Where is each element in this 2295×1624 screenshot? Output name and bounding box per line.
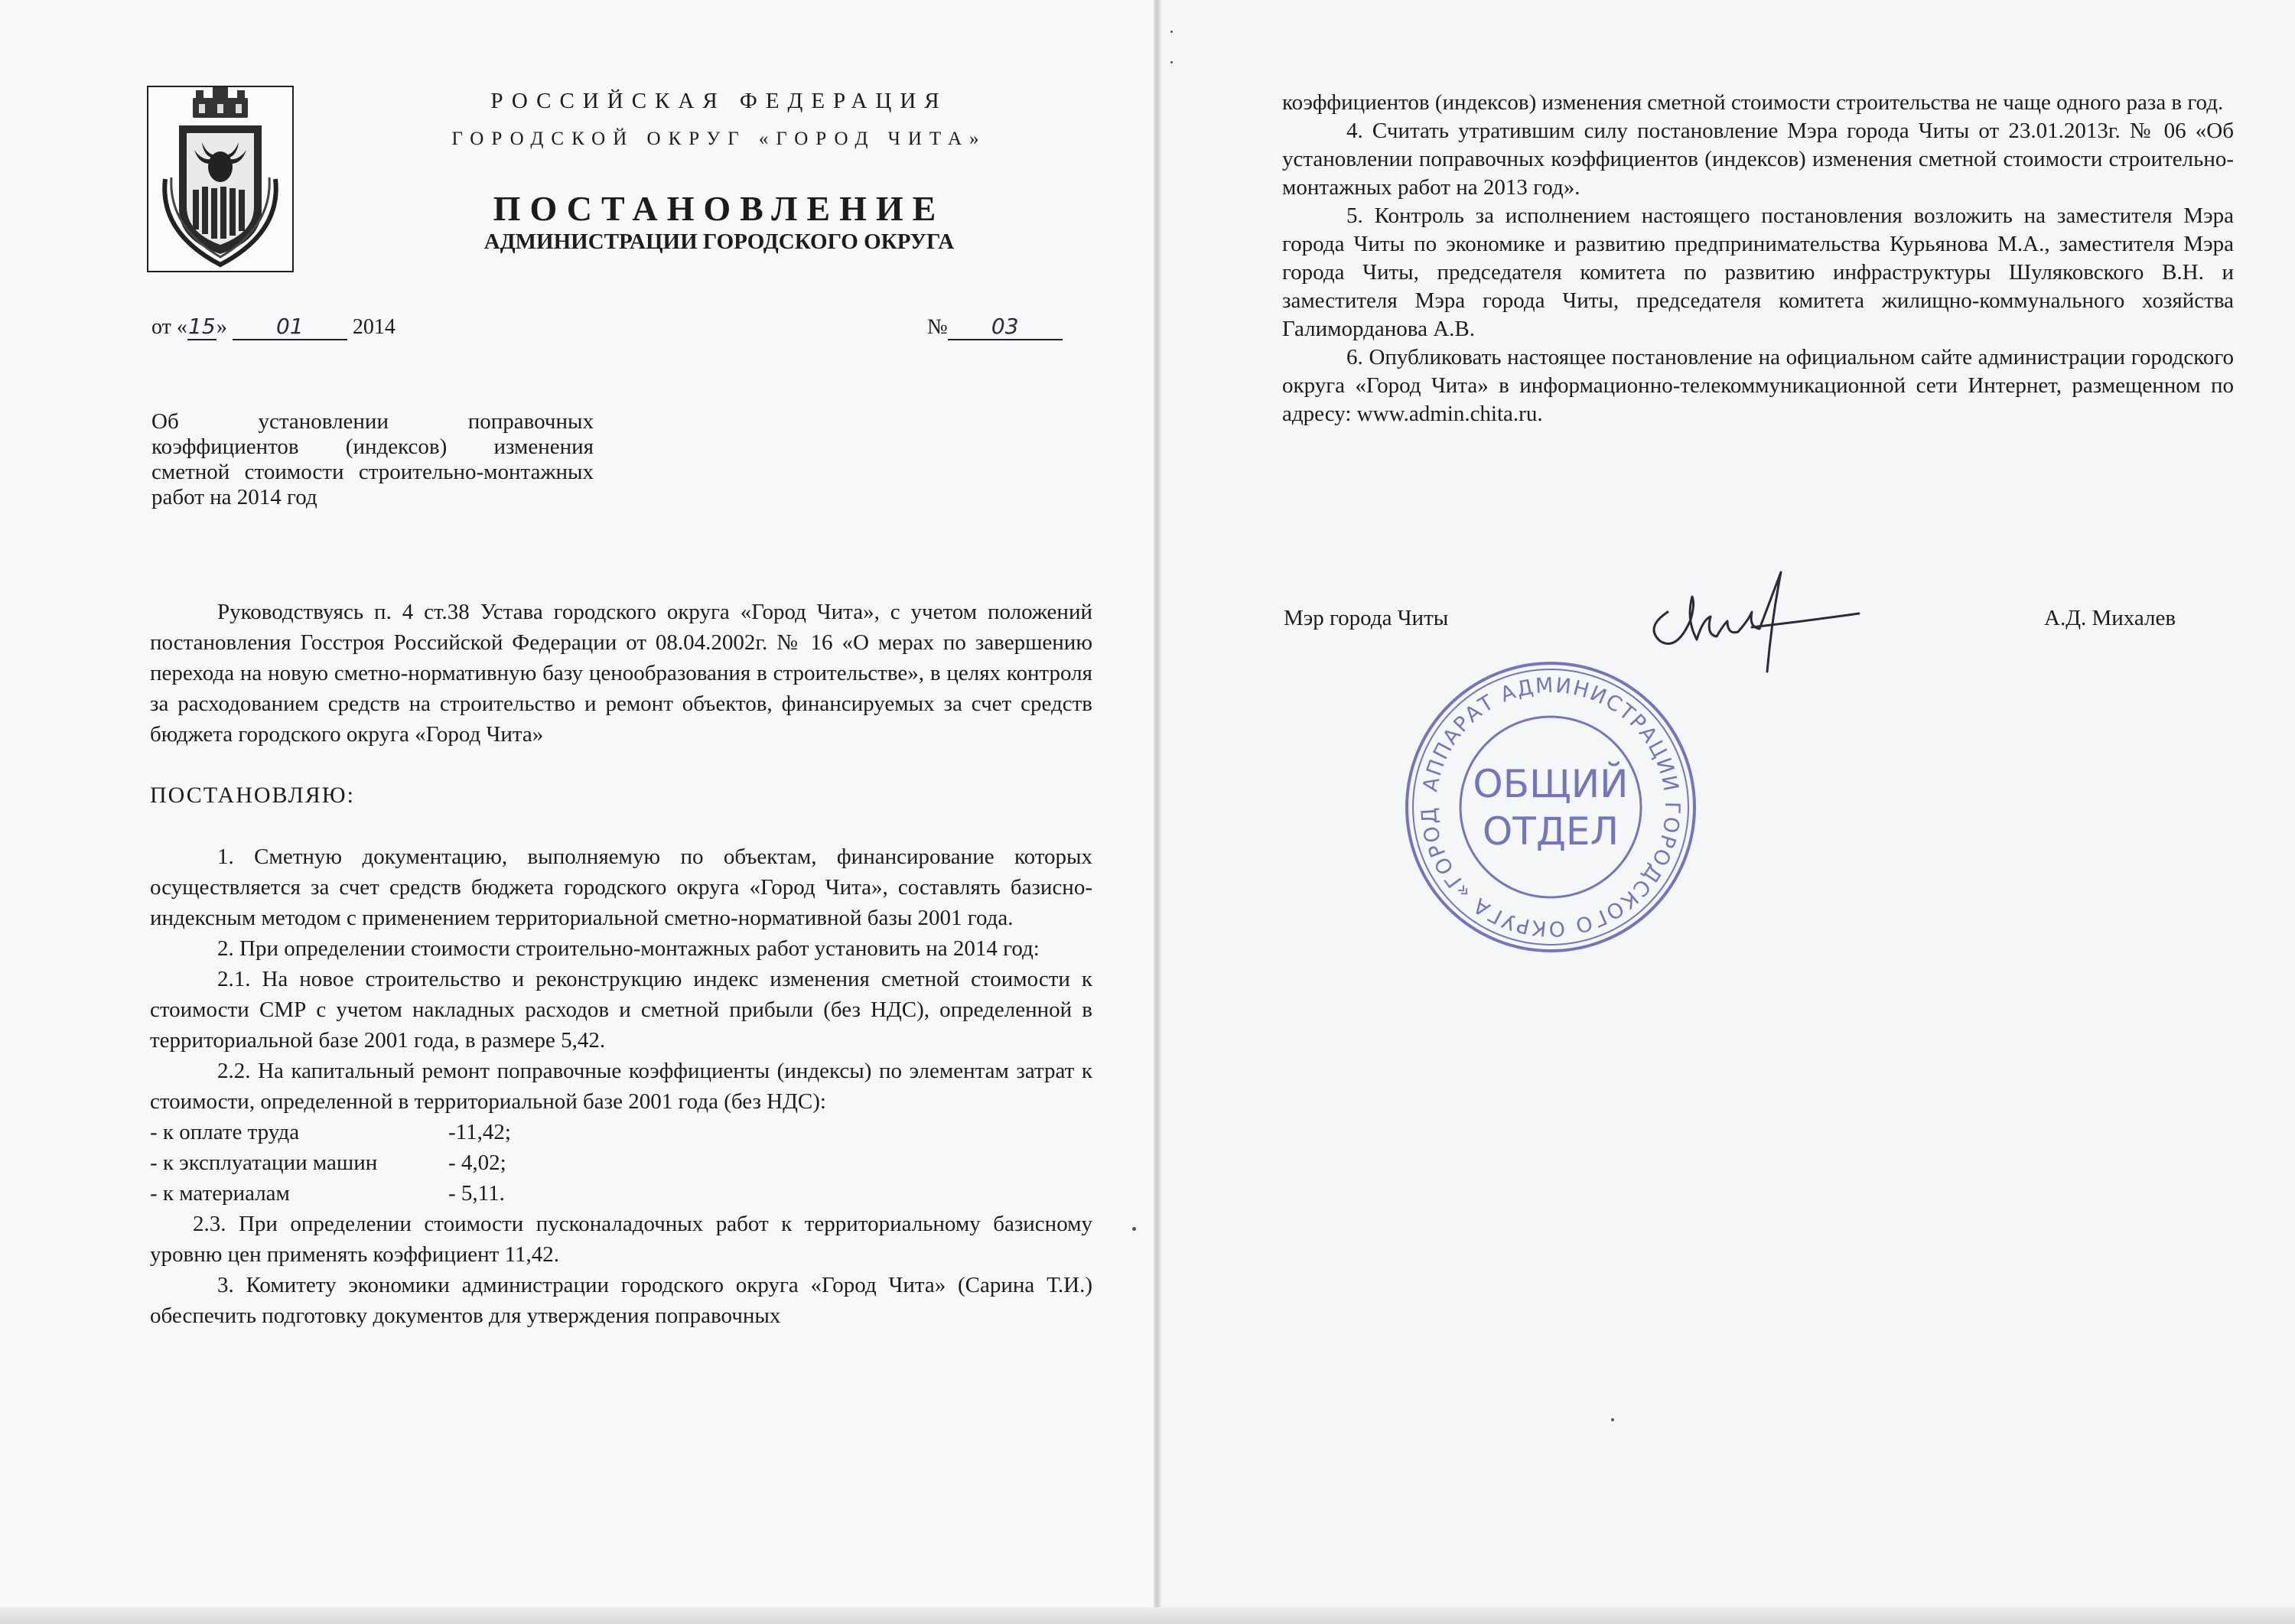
document-issuer: АДМИНИСТРАЦИИ ГОРОДСКОГО ОКРУГА (483, 229, 955, 254)
body-left-column (150, 597, 1092, 1331)
signatory-name: А.Д. Михалев (2044, 606, 2176, 630)
item-4: 4. Считать утратившим силу постановление Мэра города Читы от 23.01.2013г. № 06 «Об установлении поправочных коэффициентов (индексов) изменения сметной стоимости строительно-монтажных работ на 2013 год». (1282, 119, 2234, 200)
header-okrug: ГОРОДСКОЙ ОКРУГ «ГОРОД ЧИТА» (451, 129, 987, 149)
svg-text:АППАРАТ АДМИНИСТРАЦИИ ГОРОДСКО: АППАРАТ АДМИНИСТРАЦИИ ГОРОДСКОГО ОКРУГА «ГОРОД (1417, 673, 1685, 941)
coef-name: - к оплате труда (150, 1120, 300, 1144)
document-date (151, 314, 396, 340)
number-value: 03 (948, 314, 1063, 340)
number-prefix: № (927, 315, 948, 339)
coef-value: - 4,02; (448, 1150, 506, 1175)
page-fold (1154, 0, 1161, 1624)
svg-text:ОТДЕЛ: ОТДЕЛ (1482, 809, 1620, 854)
header-federation: РОССИЙСКАЯ ФЕДЕРАЦИЯ (490, 89, 948, 113)
coefficient-list (150, 1117, 1092, 1209)
item-3-continued: коэффициентов (индексов) изменения сметной стоимости строительства не чаще одного раза в год. (1282, 90, 2224, 115)
item-3: 3. Комитету экономики администрации городского округа «Город Чита» (Сарина Т.И.) обеспечить подготовку документов для утверждения поправочных (150, 1273, 1092, 1328)
coef-name: - к эксплуатации машин (150, 1150, 378, 1175)
date-mid: » (216, 315, 227, 339)
coef-value: -11,42; (448, 1120, 511, 1144)
svg-text:ОБЩИЙ: ОБЩИЙ (1473, 762, 1629, 806)
date-prefix: от « (151, 315, 187, 339)
coat-of-arms-icon (147, 86, 294, 272)
item-6: 6. Опубликовать настоящее постановление на официальном сайте администрации городского округа «Город Чита» в информационно-телекоммуникационной сети Интернет, размещенном по адресу: www.admin.chita.ru. (1282, 345, 2234, 426)
coef-name: - к материалам (150, 1181, 290, 1206)
list-item (150, 1117, 1092, 1147)
document-number (927, 314, 1063, 340)
coef-value: - 5,11. (448, 1181, 505, 1206)
date-month: 01 (233, 314, 347, 340)
item-2-2: 2.2. На капитальный ремонт поправочные коэффициенты (индексы) по элементам затрат к стоимости, определенной в территориальной базе 2001 года (без НДС): (150, 1059, 1092, 1114)
scan-speck (1611, 1418, 1614, 1421)
scan-speck (1170, 31, 1173, 33)
list-item (150, 1178, 1092, 1209)
list-item (150, 1147, 1092, 1178)
preamble-paragraph: Руководствуясь п. 4 ст.38 Устава городского округа «Город Чита», с учетом положений постановления Госстроя Российской Федерации от 08.04.2002г. № 16 «О мерах по завершению перехода на новую сметно-нормативную базу ценообразования в строительстве», в целях контроля за расходованием средств на строительство и ремонт объектов, финансируемых за счет средств бюджета городского округа «Город Чита» (150, 600, 1092, 747)
official-stamp-icon (1401, 658, 1700, 956)
date-year: 2014 (352, 315, 396, 339)
document-subject: Об установлении поправочных коэффициентов (индексов) изменения сметной стоимости строительно-монтажных работ на 2014 год (151, 409, 594, 509)
resolve-heading: ПОСТАНОВЛЯЮ: (150, 783, 355, 808)
scan-speck (1170, 61, 1173, 63)
item-2-3: 2.3. При определении стоимости пусконаладочных работ к территориальному базисному уровню цен применять коэффициент 11,42. (150, 1212, 1092, 1267)
scan-speck (1132, 1227, 1136, 1231)
item-2-1: 2.1. На новое строительство и реконструкцию индекс изменения сметной стоимости к стоимости СМР с учетом накладных расходов и сметной прибыли (без НДС), определенной в территориальной базе 2001 года, в размере 5,42. (150, 967, 1092, 1053)
paper-edge (0, 1607, 2295, 1624)
item-1: 1. Сметную документацию, выполняемую по объектам, финансирование которых осуществляется за счет средств бюджета городского округа «Город Чита», составлять базисно-индексным методом с применением территориальной сметно-нормативной базы 2001 года. (150, 845, 1092, 930)
signatory-title: Мэр города Читы (1284, 606, 1449, 630)
document-type-title: ПОСТАНОВЛЕНИЕ (493, 189, 946, 228)
item-2: 2. При определении стоимости строительно-монтажных работ установить на 2014 год: (217, 936, 1040, 961)
date-day: 15 (188, 314, 216, 339)
item-5: 5. Контроль за исполнением настоящего постановления возложить на заместителя Мэра города Читы по экономике и развитию предпринимательства Курьянова М.А., заместителя Мэра города Читы, председателя комитета по развитию инфраструктуры Шуляковского В.Н. и заместителя Мэра города Читы, председателя комитета жилищно-коммунального хозяйства Галиморданова А.В. (1282, 203, 2234, 341)
body-right-column (1282, 89, 2234, 428)
